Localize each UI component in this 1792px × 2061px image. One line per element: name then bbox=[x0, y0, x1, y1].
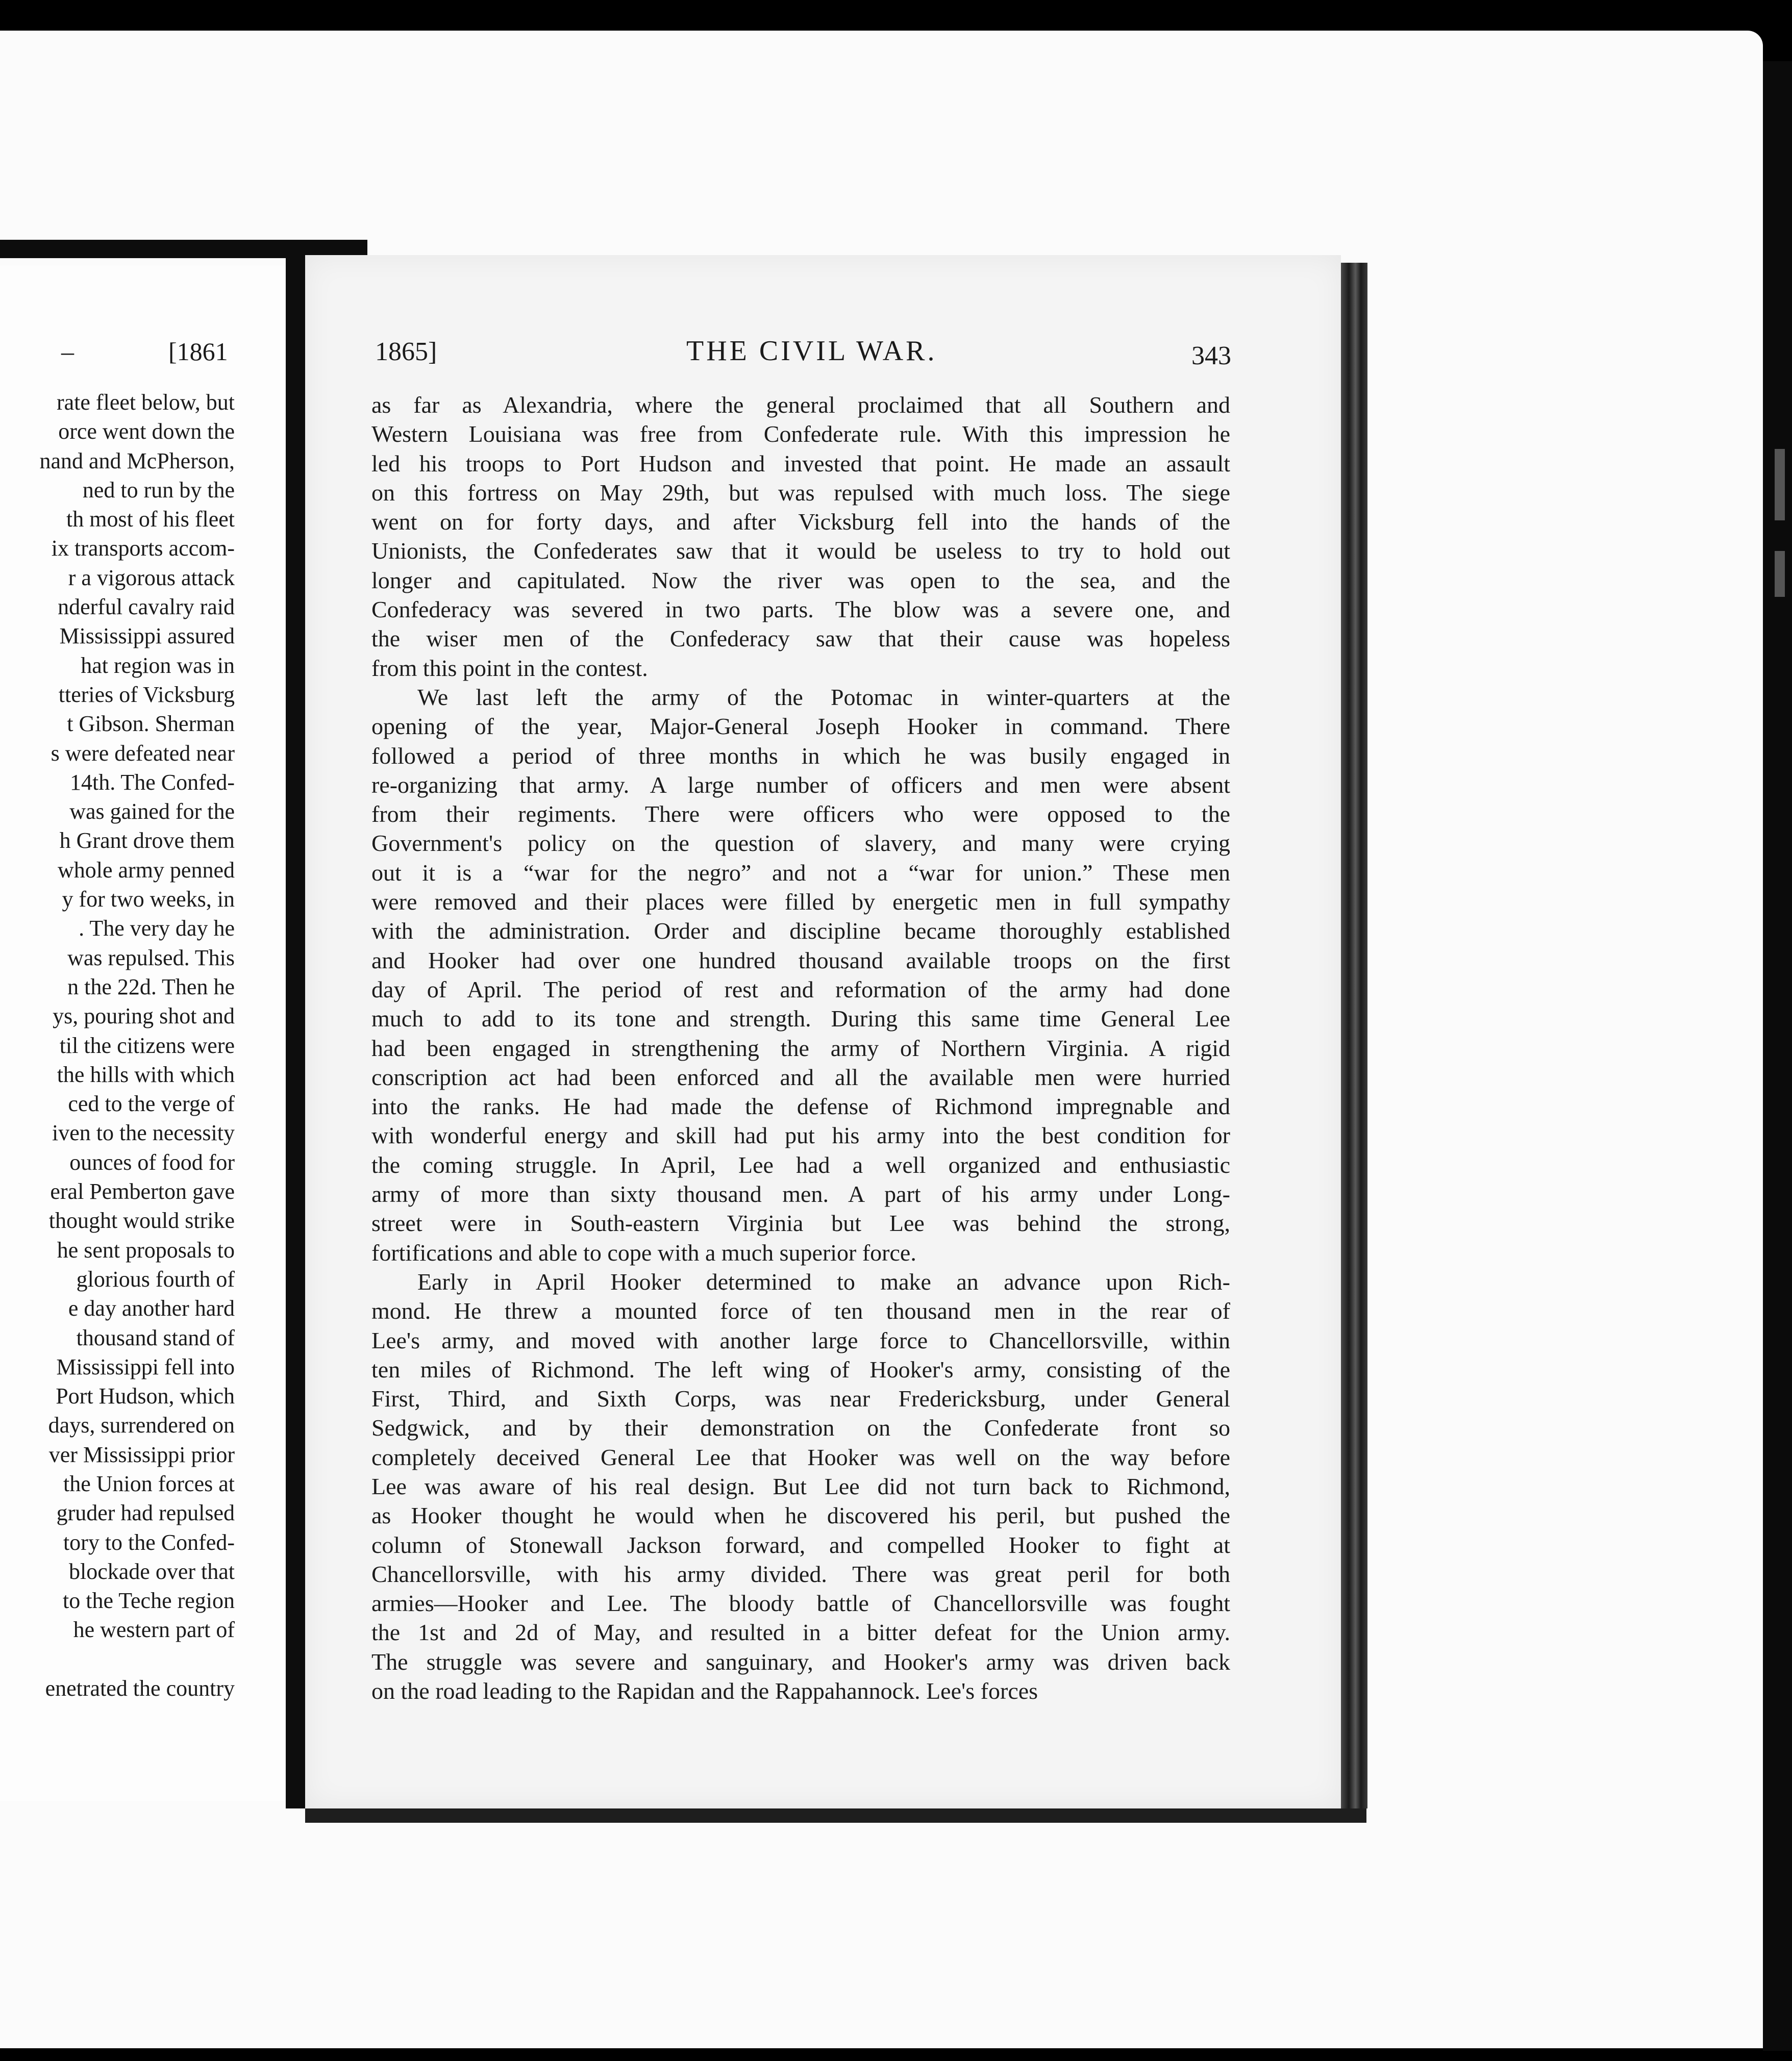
left-page-line: gruder had repulsed bbox=[56, 1500, 235, 1526]
left-page-line: th most of his fleet bbox=[66, 507, 235, 532]
left-page-line bbox=[0, 1645, 235, 1674]
left-page-line: to the Teche region bbox=[63, 1588, 235, 1614]
page-number: 343 bbox=[1191, 341, 1231, 370]
text-line: Chancellorsville, with his army divided. There was great peril for both bbox=[371, 1561, 1230, 1587]
text-line: on the road leading to the Rapidan and the Rappahannock. Lee's forces bbox=[371, 1678, 1038, 1704]
text-line: street were in South-eastern Virginia but Lee was behind the strong, bbox=[371, 1210, 1230, 1237]
text-line: the wiser men of the Confederacy saw that their cause was hopeless bbox=[371, 625, 1230, 652]
text-line: from this point in the contest. bbox=[371, 655, 648, 681]
running-head-title: THE CIVIL WAR. bbox=[686, 335, 937, 367]
film-edge bbox=[1763, 61, 1792, 2051]
text-line: Government's policy on the question of slavery, and many were crying bbox=[371, 830, 1230, 857]
left-page-line: was gained for the bbox=[69, 799, 235, 824]
text-line: mond. He threw a mounted force of ten thousand men in the rear of bbox=[371, 1298, 1230, 1324]
left-page-line: r a vigorous attack bbox=[68, 565, 235, 590]
text-line: the coming struggle. In April, Lee had a well organized and enthusiastic bbox=[371, 1151, 1230, 1178]
text-line: First, Third, and Sixth Corps, was near Fredericksburg, under General bbox=[371, 1386, 1230, 1412]
left-page-line: he sent proposals to bbox=[57, 1237, 235, 1263]
text-line: followed a period of three months in which he was busily engaged in bbox=[371, 742, 1230, 769]
text-line: from their regiments. There were officers who were opposed to the bbox=[371, 801, 1230, 827]
left-page-line: blockade over that bbox=[69, 1559, 235, 1584]
text-line: and Hooker had over one hundred thousand available troops on the first bbox=[371, 947, 1230, 973]
left-page-line: iven to the necessity bbox=[52, 1120, 235, 1146]
left-page-line: y for two weeks, in bbox=[62, 887, 235, 912]
left-page-line: he western part of bbox=[73, 1617, 235, 1643]
text-line: led his troops to Port Hudson and invested that point. He made an assault bbox=[371, 450, 1230, 476]
text-line: out it is a “war for the negro” and not a “war for union.” These men bbox=[371, 859, 1230, 886]
text-line: the 1st and 2d of May, and resulted in a bitter defeat for the Union army. bbox=[371, 1619, 1230, 1646]
text-line: had been engaged in strengthening the army of Northern Virginia. A rigid bbox=[371, 1035, 1230, 1061]
text-line: Confederacy was severed in two parts. The blow was a severe one, and bbox=[371, 596, 1230, 623]
left-running-head-year: [1861 bbox=[168, 337, 228, 366]
text-line: armies—Hooker and Lee. The bloody battle of Chancellorsville was fought bbox=[371, 1590, 1230, 1617]
left-page-line: e day another hard bbox=[68, 1296, 235, 1321]
left-page bbox=[0, 265, 286, 1801]
page-fore-edge bbox=[1341, 263, 1367, 1808]
film-edge-speck bbox=[1775, 449, 1785, 520]
text-line: longer and capitulated. Now the river was open to the sea, and the bbox=[371, 567, 1230, 593]
page-bottom-edge bbox=[305, 1808, 1366, 1823]
text-line: The struggle was severe and sanguinary, and Hooker's army was driven back bbox=[371, 1648, 1230, 1675]
text-line: into the ranks. He had made the defense of Richmond impregnable and bbox=[371, 1093, 1230, 1120]
text-line: army of more than sixty thousand men. A part of his army under Long- bbox=[371, 1181, 1230, 1208]
running-head-year: 1865] bbox=[375, 337, 437, 366]
left-page-line: the Union forces at bbox=[63, 1471, 235, 1496]
left-page-text bbox=[0, 388, 235, 1703]
left-page-line: ver Mississippi prior bbox=[48, 1442, 235, 1467]
text-line: went on for forty days, and after Vicksburg fell into the hands of the bbox=[371, 509, 1230, 535]
left-page-line: nand and McPherson, bbox=[39, 448, 235, 473]
body-text bbox=[371, 390, 1230, 1705]
left-page-line: ounces of food for bbox=[69, 1149, 235, 1175]
left-page-line: was repulsed. This bbox=[67, 945, 235, 970]
text-line: day of April. The period of rest and reformation of the army had done bbox=[371, 976, 1230, 1002]
left-page-line: hat region was in bbox=[81, 652, 235, 678]
text-line: Unionists, the Confederates saw that it would be useless to try to hold out bbox=[371, 538, 1230, 564]
left-page-line: Mississippi fell into bbox=[56, 1354, 235, 1379]
text-line: Western Louisiana was free from Confederate rule. With this impression he bbox=[371, 421, 1230, 447]
left-page-line: thought would strike bbox=[48, 1208, 235, 1234]
left-page-line: ys, pouring shot and bbox=[53, 1003, 235, 1029]
text-line: re-organizing that army. A large number of officers and men were absent bbox=[371, 771, 1230, 798]
left-page-line: eral Pemberton gave bbox=[50, 1179, 235, 1204]
text-line: much to add to its tone and strength. During this same time General Lee bbox=[371, 1006, 1230, 1032]
left-page-line: s were defeated near bbox=[51, 740, 235, 766]
left-page-line: orce went down the bbox=[58, 419, 235, 444]
left-page-line: Mississippi assured bbox=[59, 623, 235, 649]
left-page-line: . The very day he bbox=[79, 916, 235, 941]
text-line: column of Stonewall Jackson forward, and compelled Hooker to fight at bbox=[371, 1531, 1230, 1558]
text-line: Lee's army, and moved with another large force to Chancellorsville, within bbox=[371, 1327, 1230, 1353]
left-page-line: t Gibson. Sherman bbox=[67, 711, 235, 737]
text-line: Lee was aware of his real design. But Lee did not turn back to Richmond, bbox=[371, 1473, 1230, 1499]
left-page-line: rate fleet below, but bbox=[57, 390, 235, 415]
text-line: Sedgwick, and by their demonstration on the Confederate front so bbox=[371, 1415, 1230, 1441]
left-page-line: thousand stand of bbox=[76, 1325, 235, 1350]
text-line: were removed and their places were filled by energetic men in full sympathy bbox=[371, 889, 1230, 915]
left-page-line: ced to the verge of bbox=[68, 1091, 235, 1117]
text-line: conscription act had been enforced and all the available men were hurried bbox=[371, 1064, 1230, 1090]
film-edge-speck bbox=[1775, 551, 1785, 597]
text-line: fortifications and able to cope with a much superior force. bbox=[371, 1239, 916, 1266]
text-line: opening of the year, Major-General Joseph Hooker in command. There bbox=[371, 713, 1230, 740]
text-line: as Hooker thought he would when he discovered his peril, but pushed the bbox=[371, 1502, 1230, 1529]
left-page-line: n the 22d. Then he bbox=[67, 974, 235, 999]
left-page-line: days, surrendered on bbox=[48, 1413, 235, 1438]
text-line: completely deceived General Lee that Hooker was well on the way before bbox=[371, 1444, 1230, 1470]
left-page-line: Port Hudson, which bbox=[56, 1384, 235, 1409]
left-page-line: whole army penned bbox=[58, 857, 235, 883]
left-page-line: tteries of Vicksburg bbox=[58, 682, 235, 707]
running-head bbox=[375, 337, 1283, 372]
left-page-line: glorious fourth of bbox=[76, 1266, 235, 1292]
left-page-line: ix transports accom- bbox=[51, 536, 235, 561]
left-page-line: 14th. The Confed- bbox=[69, 769, 235, 795]
text-line: on this fortress on May 29th, but was repulsed with much loss. The siege bbox=[371, 479, 1230, 506]
left-page-line: h Grant drove them bbox=[59, 828, 235, 853]
left-running-head-dash: – bbox=[61, 337, 74, 366]
left-page-line: nderful cavalry raid bbox=[58, 594, 235, 620]
text-line: ten miles of Richmond. The left wing of Hooker's army, consisting of the bbox=[371, 1356, 1230, 1383]
text-line: Early in April Hooker determined to make an advance upon Rich- bbox=[417, 1268, 1230, 1295]
left-page-line: til the citizens were bbox=[59, 1033, 235, 1058]
left-page-line: tory to the Confed- bbox=[63, 1529, 235, 1555]
text-line: We last left the army of the Potomac in winter-quarters at the bbox=[417, 684, 1230, 710]
left-page-spine bbox=[286, 240, 305, 1808]
text-line: as far as Alexandria, where the general proclaimed that all Southern and bbox=[371, 392, 1230, 418]
left-page-line: the hills with which bbox=[57, 1062, 235, 1087]
left-page-line: enetrated the country bbox=[45, 1676, 235, 1701]
left-page-line: ned to run by the bbox=[82, 477, 235, 502]
text-line: with the administration. Order and discipline became thoroughly established bbox=[371, 918, 1230, 944]
text-line: with wonderful energy and skill had put his army into the best condition for bbox=[371, 1122, 1230, 1149]
